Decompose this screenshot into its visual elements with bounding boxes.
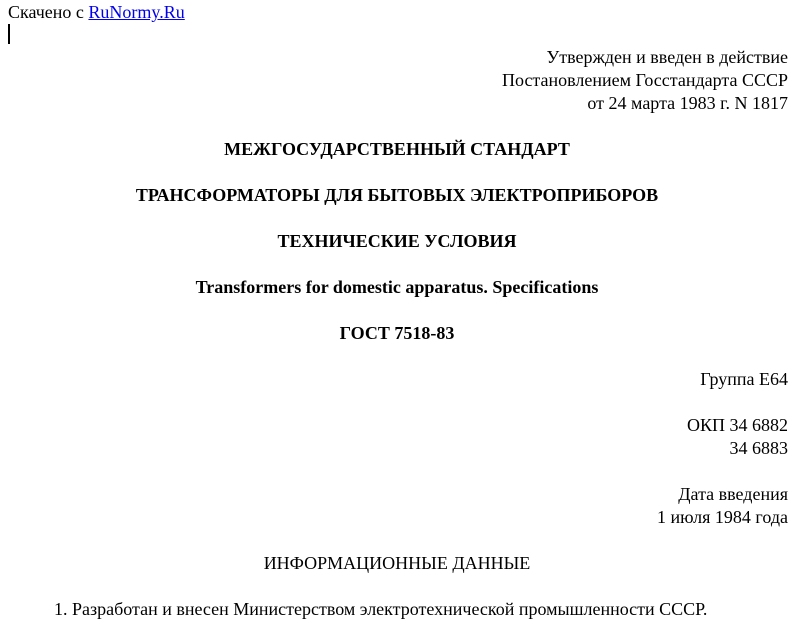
info-heading: ИНФОРМАЦИОННЫЕ ДАННЫЕ (263, 553, 531, 573)
approval-line-2: Постановлением Госстандарта СССР (502, 70, 788, 90)
standard-type-heading: МЕЖГОСУДАРСТВЕННЫЙ СТАНДАРТ (224, 139, 570, 159)
approval-line-1: Утвержден и введен в действие (546, 47, 788, 67)
source-line (8, 1, 185, 23)
standard-title-ru: ТРАНСФОРМАТОРЫ ДЛЯ БЫТОВЫХ ЭЛЕКТРОПРИБОРОВ (135, 185, 659, 205)
effective-date-label: Дата введения (678, 484, 788, 504)
standard-subtitle-ru: ТЕХНИЧЕСКИЕ УСЛОВИЯ (277, 231, 517, 251)
gost-number: ГОСТ 7518-83 (339, 323, 455, 343)
effective-date-value: 1 июля 1984 года (657, 507, 788, 527)
source-prefix: Скачено с (8, 2, 89, 22)
standard-title-en: Transformers for domestic apparatus. Specifications (195, 277, 599, 297)
group-code: Группа Е64 (700, 369, 788, 389)
info-item-1: 1. Разработан и внесен Министерством электротехнической промышленности СССР. (54, 599, 708, 619)
approval-line-3: от 24 марта 1983 г. N 1817 (587, 93, 788, 113)
text-cursor (8, 24, 10, 44)
runormy-link[interactable]: RuNormy.Ru (88, 2, 185, 22)
okp-code-2: 34 6883 (729, 438, 788, 458)
okp-code-1: ОКП 34 6882 (686, 415, 788, 435)
